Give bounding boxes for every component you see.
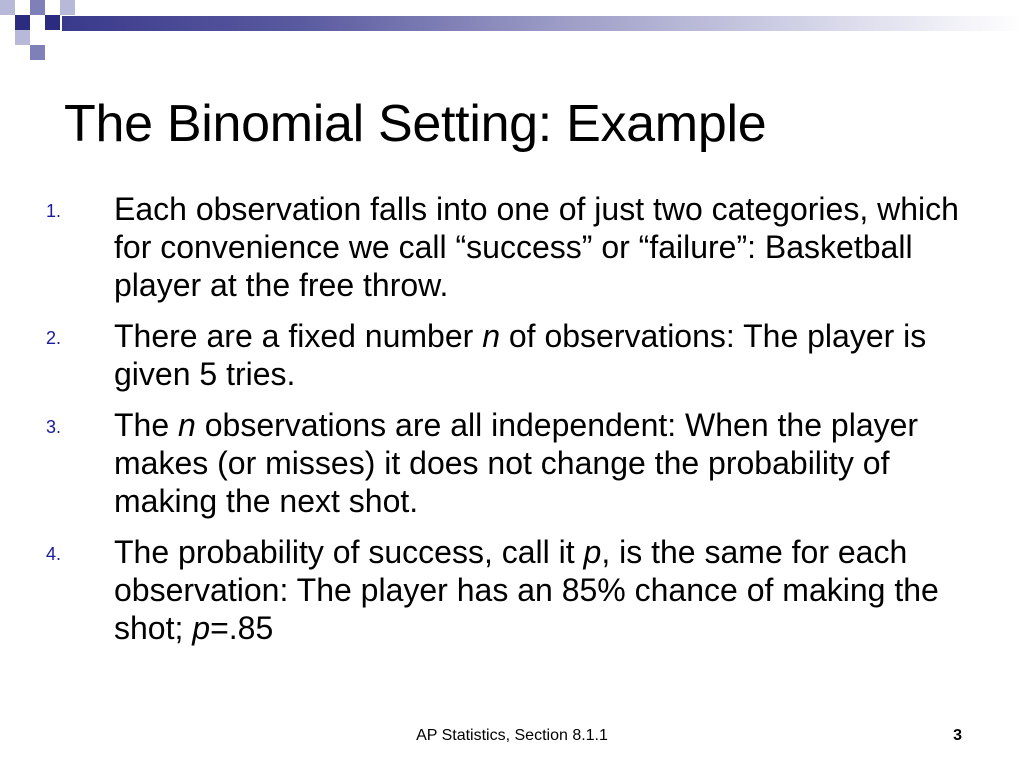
numbered-list — [0, 190, 1024, 660]
text-segment: observations are all independent: When the player makes (or misses) it does not change the probability of making the next shot. — [114, 407, 919, 519]
slide-footer: AP Statistics, Section 8.1.1 — [416, 727, 608, 744]
list-item — [0, 533, 1024, 647]
list-item-number: 4. — [46, 544, 62, 564]
text-segment: The — [114, 407, 179, 443]
decorative-square — [60, 0, 75, 15]
text-segment: of observations: The player is given 5 tries. — [114, 318, 927, 392]
list-item-text — [114, 318, 926, 392]
page-number: 3 — [953, 727, 962, 744]
decorative-square — [30, 45, 45, 60]
decorative-square — [15, 30, 30, 45]
variable-p: p — [583, 534, 602, 570]
list-item — [0, 317, 1024, 393]
text-segment: The probability of success, call it — [114, 534, 584, 570]
text-segment: , is the same for each observation: The player has an 85% chance of making the shot; — [114, 534, 939, 646]
list-item — [0, 406, 1024, 520]
text-segment: There are a fixed number — [114, 318, 483, 354]
variable-n: n — [482, 318, 500, 354]
slide-title: The Binomial Setting: Example — [64, 95, 767, 153]
list-item-number: 2. — [46, 328, 62, 348]
list-item-text — [114, 534, 939, 646]
decorative-square — [15, 15, 30, 30]
list-item — [0, 190, 1024, 304]
list-item-number: 1. — [46, 201, 62, 221]
header-decoration — [0, 0, 1024, 64]
variable-p: p — [192, 610, 211, 646]
header-gradient-bar — [62, 16, 1024, 31]
list-item-number: 3. — [46, 417, 62, 437]
list-item-text: Each observation falls into one of just two categories, which for convenience we call “success” or “failure”: Basketball player at the free throw. — [114, 191, 959, 303]
decorative-square — [30, 0, 45, 15]
text-segment: =.85 — [210, 610, 274, 646]
variable-n: n — [178, 407, 196, 443]
list-item-text — [114, 407, 918, 519]
decorative-square — [0, 0, 15, 15]
decorative-square — [45, 15, 60, 30]
